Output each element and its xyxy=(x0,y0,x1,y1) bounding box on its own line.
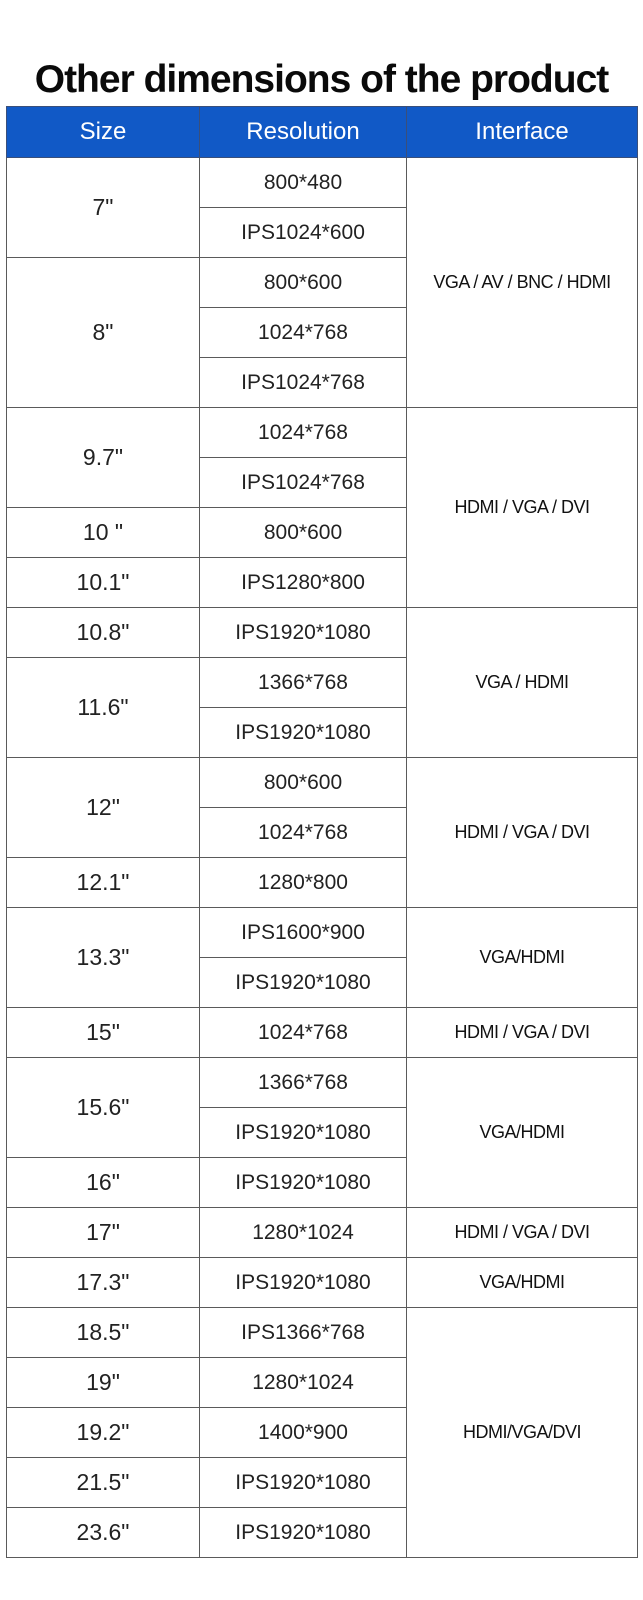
size-cell: 12" xyxy=(7,758,200,858)
size-cell: 15" xyxy=(7,1008,200,1058)
resolution-cell: IPS1920*1080 xyxy=(200,1158,407,1208)
size-cell: 19.2" xyxy=(7,1408,200,1458)
size-cell: 17" xyxy=(7,1208,200,1258)
size-cell: 9.7" xyxy=(7,408,200,508)
table-row xyxy=(7,1258,638,1308)
resolution-cell: IPS1920*1080 xyxy=(200,1508,407,1558)
resolution-cell: 1280*800 xyxy=(200,858,407,908)
resolution-cell: IPS1920*1080 xyxy=(200,958,407,1008)
resolution-cell: 800*600 xyxy=(200,258,407,308)
interface-cell: HDMI / VGA / DVI xyxy=(407,758,638,908)
resolution-cell: IPS1920*1080 xyxy=(200,1458,407,1508)
size-cell: 10.8" xyxy=(7,608,200,658)
table-row xyxy=(7,608,638,658)
product-dimensions-table xyxy=(6,106,638,1558)
resolution-cell: IPS1366*768 xyxy=(200,1308,407,1358)
interface-cell: VGA / AV / BNC / HDMI xyxy=(407,158,638,408)
resolution-cell: 1280*1024 xyxy=(200,1358,407,1408)
size-cell: 23.6" xyxy=(7,1508,200,1558)
interface-cell: HDMI / VGA / DVI xyxy=(407,1208,638,1258)
size-cell: 10 " xyxy=(7,508,200,558)
resolution-cell: IPS1920*1080 xyxy=(200,1108,407,1158)
resolution-cell: IPS1920*1080 xyxy=(200,608,407,658)
resolution-cell: IPS1024*600 xyxy=(200,208,407,258)
size-cell: 12.1" xyxy=(7,858,200,908)
column-header-resolution: Resolution xyxy=(200,107,407,158)
interface-cell: VGA / HDMI xyxy=(407,608,638,758)
resolution-cell: 1366*768 xyxy=(200,1058,407,1108)
size-cell: 19" xyxy=(7,1358,200,1408)
size-cell: 17.3" xyxy=(7,1258,200,1308)
resolution-cell: IPS1280*800 xyxy=(200,558,407,608)
table-row xyxy=(7,1008,638,1058)
resolution-cell: 1366*768 xyxy=(200,658,407,708)
size-cell: 7" xyxy=(7,158,200,258)
resolution-cell: 800*600 xyxy=(200,508,407,558)
size-cell: 8" xyxy=(7,258,200,408)
resolution-cell: 1024*768 xyxy=(200,1008,407,1058)
table-header-row xyxy=(7,107,638,158)
resolution-cell: IPS1920*1080 xyxy=(200,708,407,758)
interface-cell: VGA/HDMI xyxy=(407,1258,638,1308)
size-cell: 18.5" xyxy=(7,1308,200,1358)
table-row xyxy=(7,1308,638,1358)
resolution-cell: IPS1600*900 xyxy=(200,908,407,958)
resolution-cell: IPS1920*1080 xyxy=(200,1258,407,1308)
page-title: Other dimensions of the product xyxy=(34,58,609,102)
resolution-cell: 1400*900 xyxy=(200,1408,407,1458)
size-cell: 13.3" xyxy=(7,908,200,1008)
resolution-cell: 1024*768 xyxy=(200,308,407,358)
table-row xyxy=(7,158,638,208)
interface-cell: VGA/HDMI xyxy=(407,1058,638,1208)
interface-cell: HDMI/VGA/DVI xyxy=(407,1308,638,1558)
interface-cell: VGA/HDMI xyxy=(407,908,638,1008)
interface-cell: HDMI / VGA / DVI xyxy=(407,1008,638,1058)
resolution-cell: 1024*768 xyxy=(200,408,407,458)
table-row xyxy=(7,908,638,958)
resolution-cell: 800*480 xyxy=(200,158,407,208)
resolution-cell: IPS1024*768 xyxy=(200,458,407,508)
column-header-interface: Interface xyxy=(407,107,638,158)
column-header-size: Size xyxy=(7,107,200,158)
table-row xyxy=(7,1208,638,1258)
size-cell: 10.1" xyxy=(7,558,200,608)
table-row xyxy=(7,408,638,458)
table-row xyxy=(7,758,638,808)
resolution-cell: 1280*1024 xyxy=(200,1208,407,1258)
size-cell: 11.6" xyxy=(7,658,200,758)
size-cell: 21.5" xyxy=(7,1458,200,1508)
table-row xyxy=(7,1058,638,1108)
resolution-cell: 800*600 xyxy=(200,758,407,808)
size-cell: 15.6" xyxy=(7,1058,200,1158)
resolution-cell: 1024*768 xyxy=(200,808,407,858)
size-cell: 16" xyxy=(7,1158,200,1208)
interface-cell: HDMI / VGA / DVI xyxy=(407,408,638,608)
resolution-cell: IPS1024*768 xyxy=(200,358,407,408)
